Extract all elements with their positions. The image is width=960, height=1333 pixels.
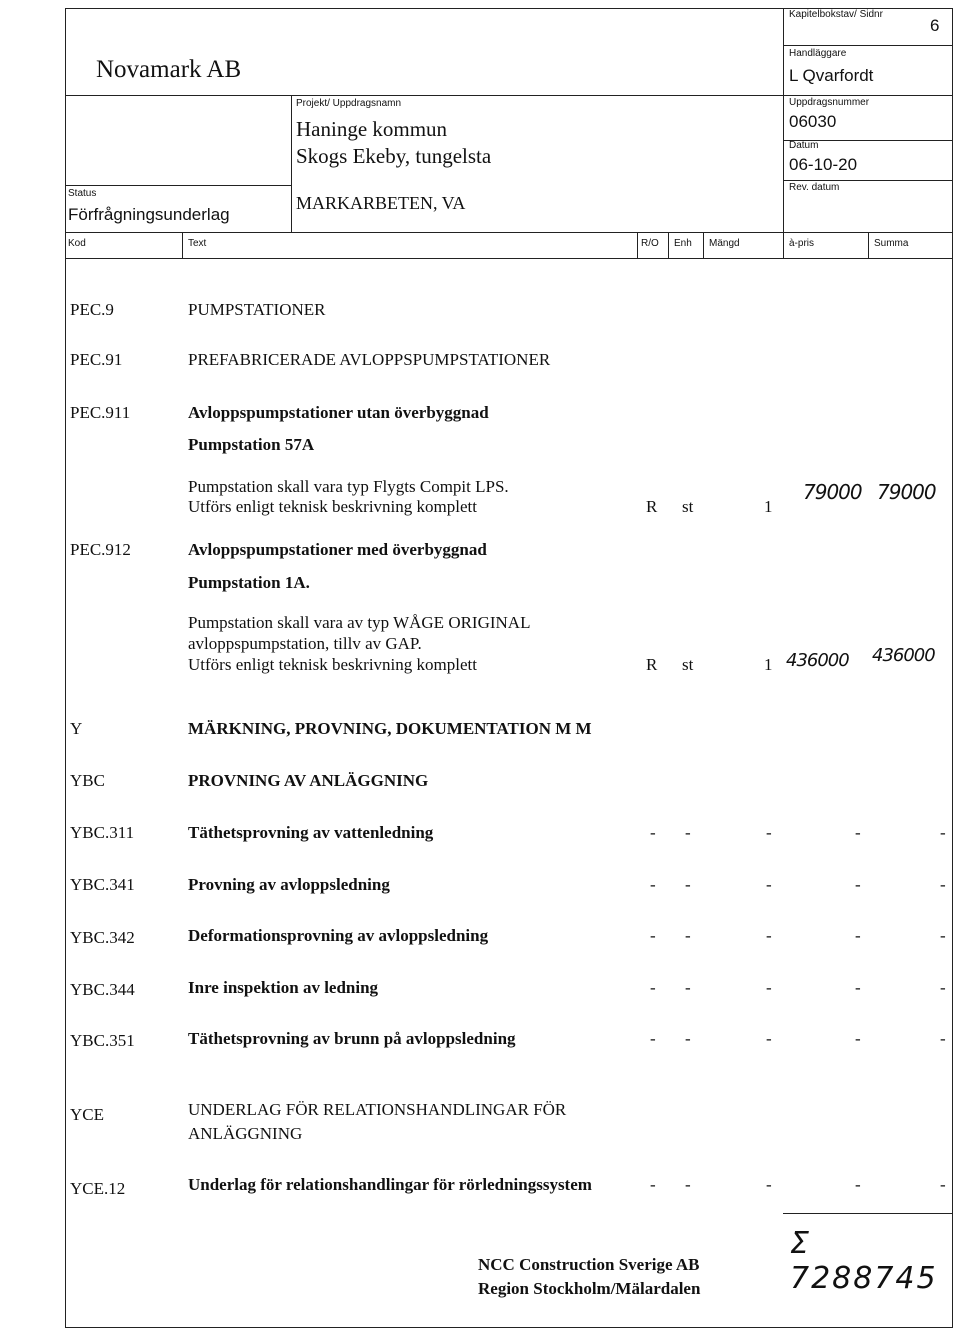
col-mangd: Mängd (709, 238, 740, 249)
row-enh: st (682, 655, 694, 674)
row-apris: - (855, 1175, 861, 1194)
col-ro: R/O (641, 238, 659, 249)
row-code: YBC.351 (70, 1031, 135, 1050)
row-code: PEC.911 (70, 403, 131, 422)
row-code: Y (70, 719, 83, 738)
stamp-line2: Region Stockholm/Mälardalen (478, 1279, 701, 1298)
row-subtext: Pumpstation 57A (188, 435, 315, 454)
row-summa: - (940, 1029, 946, 1048)
row-ro: R (646, 497, 658, 516)
project-label: Projekt/ Uppdragsnamn (296, 98, 402, 109)
row-code: PEC.912 (70, 540, 131, 559)
row-text: Täthetsprovning av brunn på avloppsledning (188, 1029, 516, 1048)
row-code: YBC.344 (70, 980, 135, 999)
row-code: YCE (70, 1105, 104, 1124)
row-text: Avloppspumpstationer utan överbyggnad (188, 403, 489, 422)
row-enh: - (685, 1029, 691, 1048)
row-mangd: 1 (764, 497, 773, 516)
row-enh: st (682, 497, 694, 516)
row-apris: - (855, 823, 861, 842)
row-mangd: - (766, 1029, 772, 1048)
row-text: Avloppspumpstationer med överbyggnad (188, 540, 487, 559)
row-apris: - (855, 978, 861, 997)
row-enh: - (685, 823, 691, 842)
row-text: Inre inspektion av ledning (188, 978, 379, 997)
rev-label: Rev. datum (789, 182, 840, 193)
row-code: YBC (70, 771, 105, 790)
row-enh: - (685, 875, 691, 894)
row-summa: - (940, 978, 946, 997)
row-summa: 436000 (872, 645, 935, 666)
handwritten-total: Σ 7288745 (790, 1226, 938, 1296)
row-text: Täthetsprovning av vattenledning (188, 823, 434, 842)
status-value: Förfrågningsunderlag (68, 205, 230, 224)
row-desc-line1: Pumpstation skall vara av typ WÅGE ORIGINAL (188, 613, 531, 632)
status-label: Status (68, 188, 97, 199)
row-text: Underlag för relationshandlingar för rörledningssystem (188, 1175, 592, 1194)
row-text: PUMPSTATIONER (188, 300, 326, 319)
row-ro: - (650, 1029, 656, 1048)
row-summa: - (940, 875, 946, 894)
col-kod: Kod (68, 238, 86, 249)
row-text-line2: ANLÄGGNING (188, 1124, 303, 1143)
row-ro: - (650, 978, 656, 997)
row-text: Provning av avloppsledning (188, 875, 390, 894)
row-code: YBC.341 (70, 875, 135, 894)
row-summa: - (940, 1175, 946, 1194)
project-line3: MARKARBETEN, VA (296, 193, 466, 213)
row-mangd: - (766, 1175, 772, 1194)
row-apris: 436000 (786, 650, 849, 671)
project-line1: Haninge kommun (296, 117, 448, 141)
row-summa: 79000 (877, 480, 936, 504)
row-apris: - (855, 1029, 861, 1048)
row-mangd: 1 (764, 655, 773, 674)
row-subtext: Pumpstation 1A. (188, 573, 310, 592)
row-ro: R (646, 655, 658, 674)
row-ro: - (650, 823, 656, 842)
row-code: YBC.342 (70, 928, 135, 947)
row-desc-line1: Pumpstation skall vara typ Flygts Compit LPS. (188, 477, 509, 496)
chapter-value: 6 (930, 16, 940, 35)
row-ro: - (650, 1175, 656, 1194)
row-summa: - (940, 823, 946, 842)
row-mangd: - (766, 823, 772, 842)
row-enh: - (685, 978, 691, 997)
row-code: PEC.91 (70, 350, 123, 369)
col-text: Text (188, 238, 207, 249)
handler-label: Handläggare (789, 48, 847, 59)
row-mangd: - (766, 875, 772, 894)
row-code: PEC.9 (70, 300, 114, 319)
row-ro: - (650, 926, 656, 945)
stamp-line1: NCC Construction Sverige AB (478, 1255, 700, 1274)
assignment-label: Uppdragsnummer (789, 97, 870, 108)
date-label: Datum (789, 140, 819, 151)
col-enh: Enh (674, 238, 692, 249)
date-value: 06-10-20 (789, 155, 858, 174)
row-mangd: - (766, 978, 772, 997)
assignment-value: 06030 (789, 112, 837, 131)
row-ro: - (650, 875, 656, 894)
row-mangd: - (766, 926, 772, 945)
chapter-label: Kapitelbokstav/ Sidnr (789, 9, 883, 20)
col-summa: Summa (874, 238, 909, 249)
row-desc-line2: avloppspumpstation, tillv av GAP. (188, 634, 422, 653)
col-apris: à-pris (789, 238, 815, 249)
company-stamp (478, 1255, 700, 1299)
project-line2: Skogs Ekeby, tungelsta (296, 144, 492, 168)
row-text: PREFABRICERADE AVLOPPSPUMPSTATIONER (188, 350, 551, 369)
row-text: PROVNING AV ANLÄGGNING (188, 771, 429, 790)
row-code: YBC.311 (70, 823, 135, 842)
total-underline (783, 1213, 953, 1214)
row-enh: - (685, 926, 691, 945)
row-desc-line3: Utförs enligt teknisk beskrivning komplett (188, 655, 477, 674)
row-desc-line2: Utförs enligt teknisk beskrivning komplett (188, 497, 477, 516)
row-apris: 79000 (803, 480, 862, 504)
row-enh: - (685, 1175, 691, 1194)
company-name: Novamark AB (96, 56, 242, 83)
row-text: MÄRKNING, PROVNING, DOKUMENTATION M M (188, 719, 592, 738)
row-apris: - (855, 926, 861, 945)
row-text-line1: UNDERLAG FÖR RELATIONSHANDLINGAR FÖR (188, 1100, 567, 1119)
row-summa: - (940, 926, 946, 945)
row-text: Deformationsprovning av avloppsledning (188, 926, 489, 945)
handler-value: L Qvarfordt (789, 66, 874, 85)
row-code: YCE.12 (70, 1179, 126, 1198)
row-apris: - (855, 875, 861, 894)
